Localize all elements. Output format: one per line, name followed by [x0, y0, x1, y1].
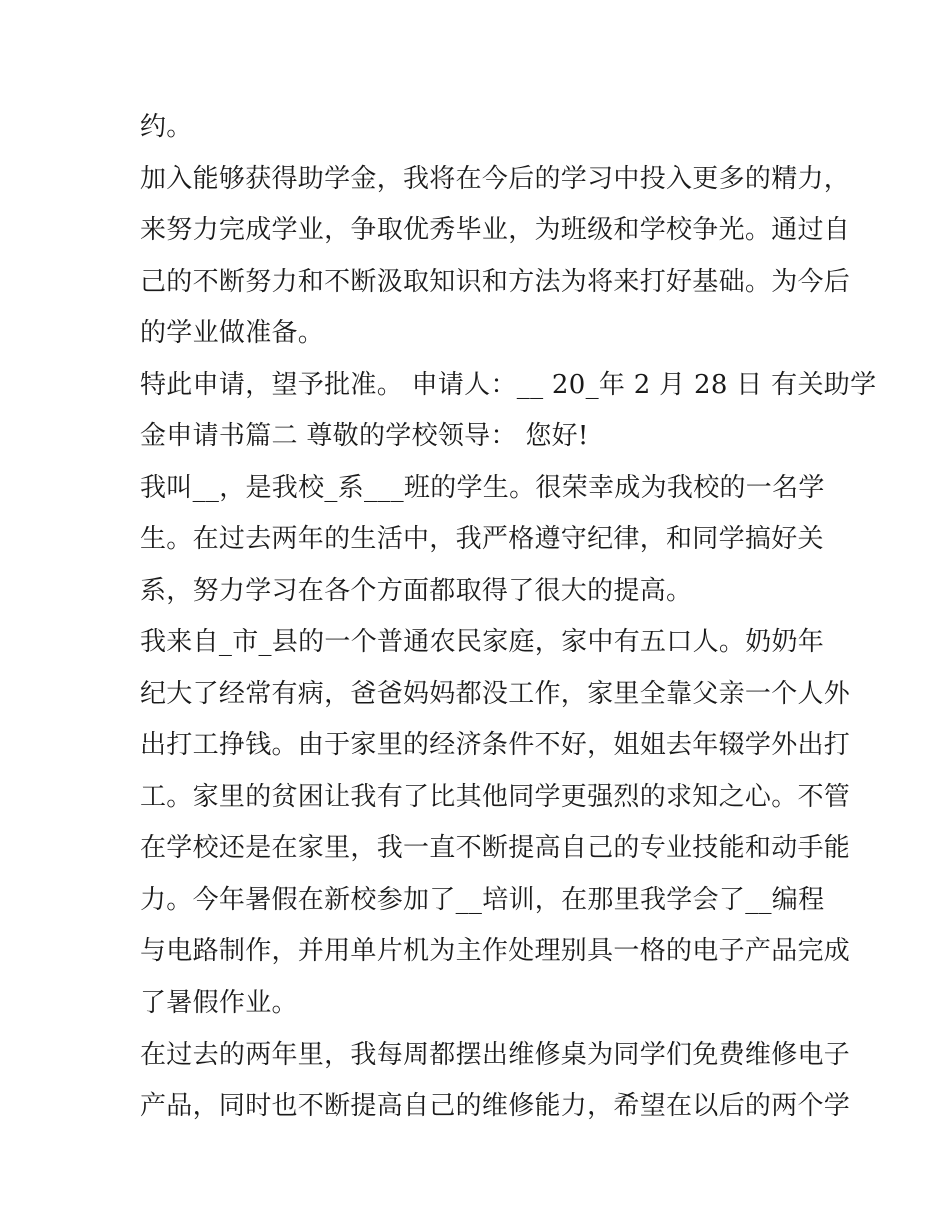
text-line: 在过去的两年里，我每周都摆出维修桌为同学们免费维修电子 — [140, 1040, 851, 1070]
text-line: 约。 — [140, 112, 193, 142]
text-line: 来努力完成学业，争取优秀毕业，为班级和学校争光。通过自 — [140, 215, 851, 245]
text-line: 纪大了经常有病，爸爸妈妈都没工作，家里全靠父亲一个人外 — [140, 679, 851, 709]
text-line: 金申请书篇二 尊敬的学校领导： 您好! — [140, 421, 589, 451]
text-line: 的学业做准备。 — [140, 318, 325, 348]
text-line: 生。在过去两年的生活中，我严格遵守纪律，和同学搞好关 — [140, 524, 824, 554]
text-line: 系，努力学习在各个方面都取得了很大的提高。 — [140, 576, 693, 606]
text-line: 加入能够获得助学金，我将在今后的学习中投入更多的精力， — [140, 164, 851, 194]
text-line: 出打工挣钱。由于家里的经济条件不好，姐姐去年辍学外出打 — [140, 730, 851, 760]
text-line: 了暑假作业。 — [140, 988, 298, 1018]
text-line: 我来自_市_县的一个普通农民家庭，家中有五口人。奶奶年 — [140, 627, 825, 657]
text-line: 我叫__，是我校_系___班的学生。很荣幸成为我校的一名学 — [140, 473, 825, 503]
text-line: 工。家里的贫困让我有了比其他同学更强烈的求知之心。不管 — [140, 782, 851, 812]
text-line: 产品，同时也不断提高自己的维修能力，希望在以后的两个学 — [140, 1091, 851, 1121]
text-line: 特此申请，望予批准。 申请人：__ 20_年 2 月 28 日 有关助学 — [140, 370, 877, 400]
text-line: 力。今年暑假在新校参加了__培训，在那里我学会了__编程 — [140, 885, 825, 915]
text-line: 己的不断努力和不断汲取知识和方法为将来打好基础。为今后 — [140, 267, 851, 297]
text-line: 在学校还是在家里，我一直不断提高自己的专业技能和动手能 — [140, 833, 851, 863]
text-line: 与电路制作，并用单片机为主作处理别具一格的电子产品完成 — [140, 936, 851, 966]
